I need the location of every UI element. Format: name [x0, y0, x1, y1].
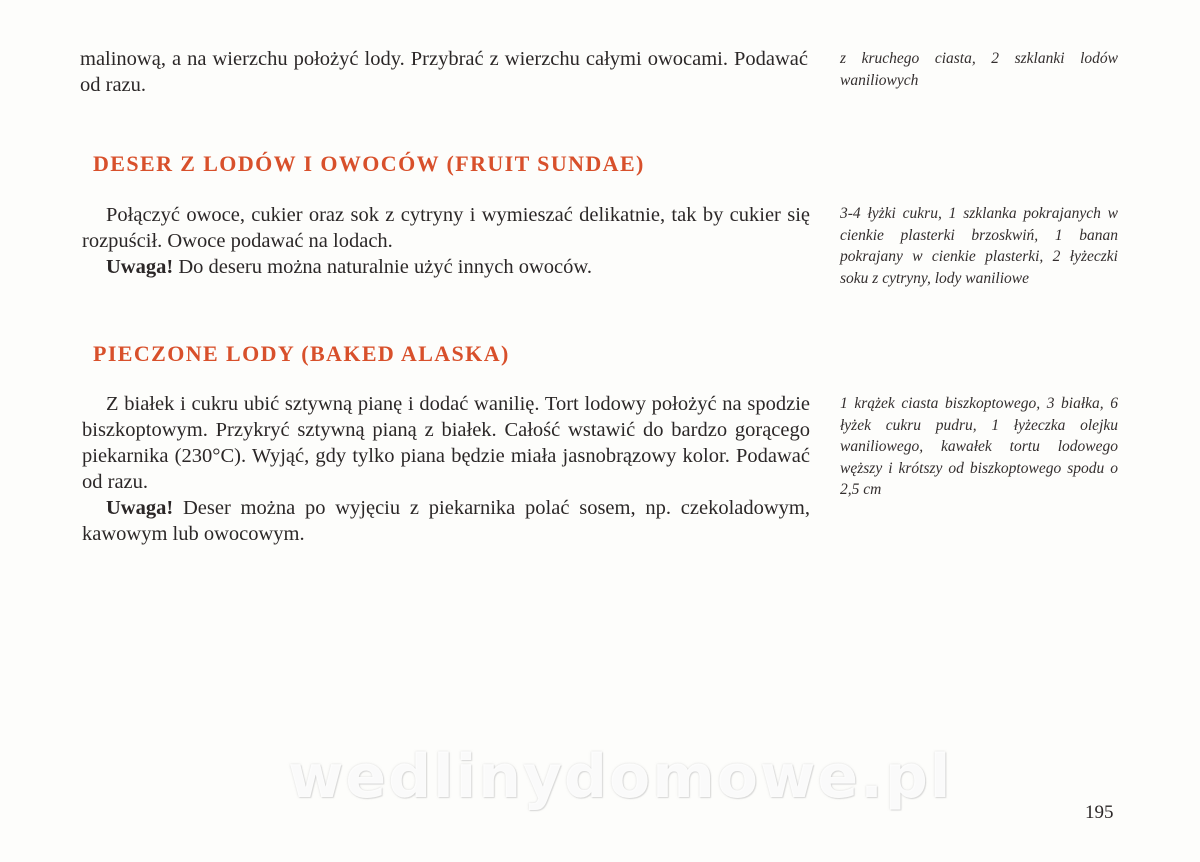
ingredients-fruit-sundae: 3-4 łyżki cukru, 1 szklanka pokrajanych w cienkie plasterki brzoskwiń, 1 banan pokrajany w cienkie plasterki, 2 łyżeczki soku z cytryny, lody waniliowe [840, 205, 1118, 287]
recipe-instructions: Połączyć owoce, cukier oraz sok z cytryny i wymieszać delikatnie, tak by cukier się rozpuścił. Owoce podawać na lodach. [82, 204, 810, 252]
recipe-note [82, 254, 810, 280]
recipe-body-fruit-sundae [82, 202, 810, 280]
ingredients-baked-alaska: 1 krążek ciasta biszkoptowego, 3 białka, 6 łyżek cukru pudru, 1 łyżeczka olejku waniliowego, kawałek tortu lodowego węższy i krótszy od biszkoptowego spodu o 2,5 cm [840, 395, 1118, 499]
continued-recipe-text: malinową, a na wierzchu położyć lody. Przybrać z wierzchu całymi owocami. Podawać od razu. [80, 48, 808, 96]
recipe-note [82, 495, 810, 547]
recipe-body-baked-alaska [82, 391, 810, 547]
note-text: Deser można po wyjęciu z piekarnika polać sosem, np. czekoladowym, kawowym lub owocowym. [82, 497, 810, 545]
note-text: Do deseru można naturalnie użyć innych owoców. [173, 256, 592, 278]
recipe-title-baked-alaska: PIECZONE LODY (BAKED ALASKA) [93, 341, 510, 366]
page-number: 195 [1085, 802, 1114, 823]
note-label: Uwaga! [106, 256, 174, 278]
continued-ingredients: z kruchego ciasta, 2 szklanki lodów waniliowych [840, 50, 1118, 89]
recipe-title-fruit-sundae: DESER Z LODÓW I OWOCÓW (FRUIT SUNDAE) [93, 151, 645, 176]
recipe-instructions: Z białek i cukru ubić sztywną pianę i dodać wanilię. Tort lodowy położyć na spodzie biszkoptowym. Przykryć sztywną pianą z białek. Całość wstawić do bardzo gorącego piekarnika (230°C). Wyjąć, gdy tylko piana będzie miała jasnobrązowy kolor. Podawać od razu. [82, 393, 810, 493]
note-label: Uwaga! [106, 497, 174, 519]
watermark: wedlinydomowe.pl [288, 742, 953, 812]
